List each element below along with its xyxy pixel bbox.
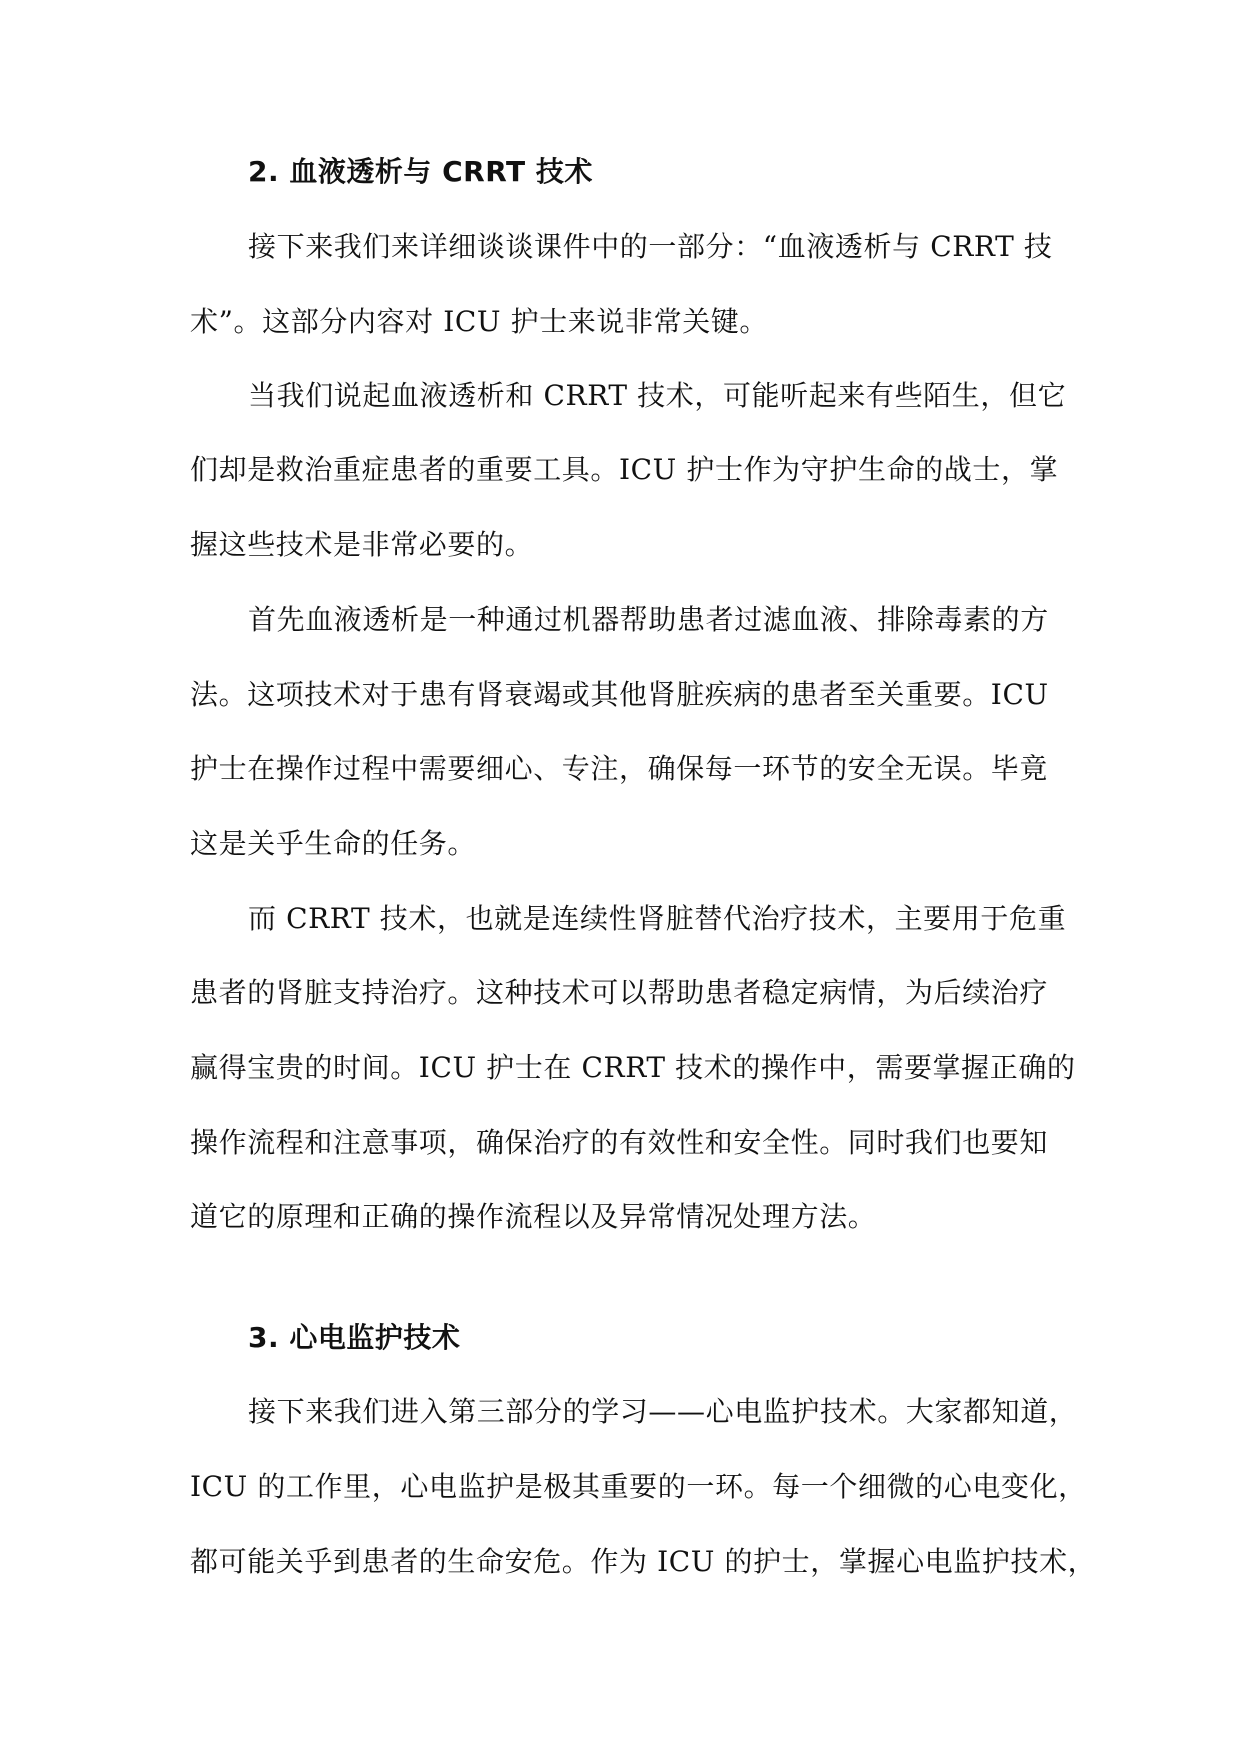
paragraph-line: 接下来我们来详细谈谈课件中的一部分：“血液透析与 CRRT 技	[248, 230, 1053, 263]
paragraph-line: 操作流程和注意事项，确保治疗的有效性和安全性。同时我们也要知	[190, 1126, 1049, 1159]
section-3-heading: 3. 心电监护技术	[248, 1321, 461, 1354]
paragraph-line: 当我们说起血液透析和 CRRT 技术，可能听起来有些陌生，但它	[248, 379, 1067, 412]
paragraph-line: 首先血液透析是一种通过机器帮助患者过滤血液、排除毒素的方	[248, 603, 1049, 636]
paragraph-line: 这是关乎生命的任务。	[190, 827, 477, 860]
paragraph-line: 接下来我们进入第三部分的学习——心电监护技术。大家都知道，	[248, 1395, 1078, 1428]
paragraph-line: ICU 的工作里，心电监护是极其重要的一环。每一个细微的心电变化，	[190, 1470, 1087, 1503]
paragraph-line: 都可能关乎到患者的生命安危。作为 ICU 的护士，掌握心电监护技术，	[190, 1545, 1097, 1578]
paragraph-line: 患者的肾脏支持治疗。这种技术可以帮助患者稳定病情，为后续治疗	[190, 976, 1049, 1009]
paragraph-line: 道它的原理和正确的操作流程以及异常情况处理方法。	[190, 1200, 877, 1233]
paragraph-line: 们却是救治重症患者的重要工具。ICU 护士作为守护生命的战士，掌	[190, 453, 1059, 486]
paragraph-line: 护士在操作过程中需要细心、专注，确保每一环节的安全无误。毕竟	[190, 752, 1049, 785]
section-2-heading: 2. 血液透析与 CRRT 技术	[248, 155, 593, 188]
paragraph-line: 术”。这部分内容对 ICU 护士来说非常关键。	[190, 305, 768, 338]
paragraph-line: 赢得宝贵的时间。ICU 护士在 CRRT 技术的操作中，需要掌握正确的	[190, 1051, 1076, 1084]
paragraph-line: 握这些技术是非常必要的。	[190, 528, 534, 561]
paragraph-line: 而 CRRT 技术，也就是连续性肾脏替代治疗技术，主要用于危重	[248, 902, 1067, 935]
paragraph-line: 法。这项技术对于患有肾衰竭或其他肾脏疾病的患者至关重要。ICU	[190, 678, 1049, 711]
